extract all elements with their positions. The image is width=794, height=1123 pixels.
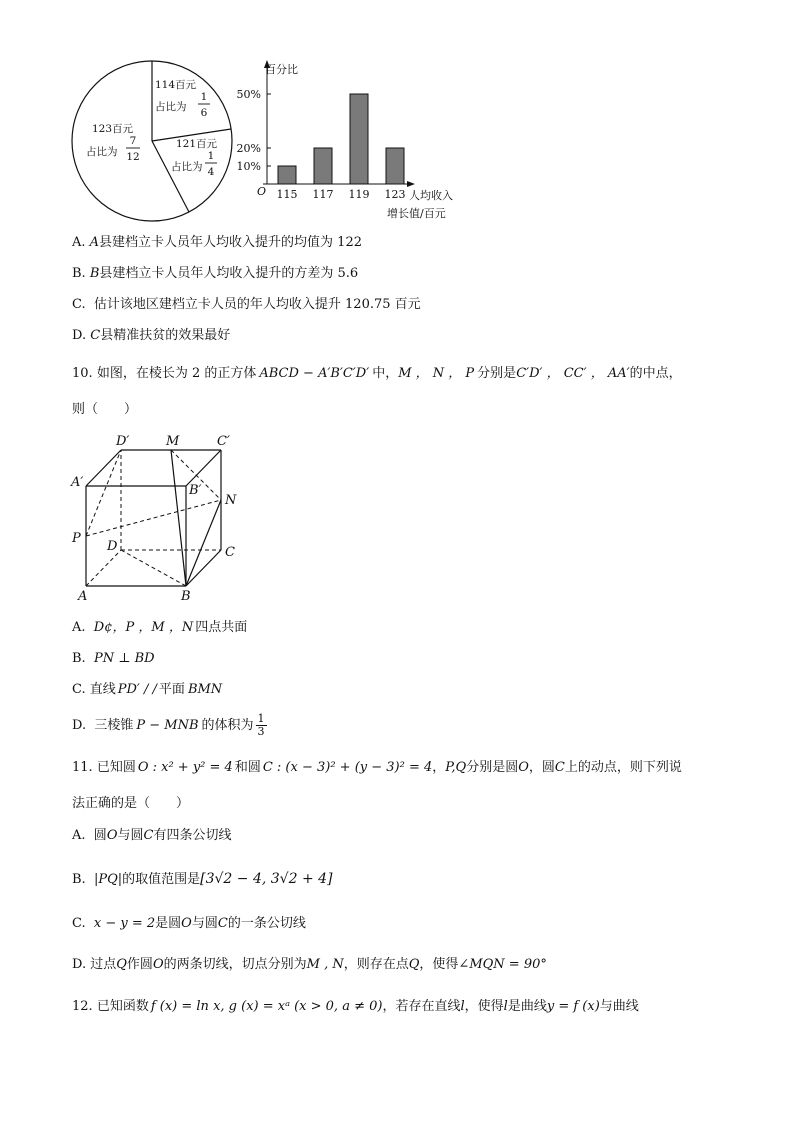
segment-DB [121,550,186,586]
label-A: A [78,589,88,604]
q10-option-d[interactable] [72,710,269,742]
q11-option-a-t2: 与圆 [117,828,144,843]
pie-slice-114-label: 占比为 [155,101,187,113]
q10-option-b-math: PN ⊥ BD [93,651,155,666]
pie-slice-121-num: 1 [207,150,215,162]
q11-option-b[interactable] [72,870,333,889]
q11-c1: C [554,760,565,775]
q10-option-d-math: P − MNB [136,718,199,733]
q9-option-d[interactable] [72,327,230,345]
x-tick-label-115: 115 [276,188,298,201]
q12-stem-3: ，使得 [464,999,504,1014]
q11-option-a-t3: 有四条公切线 [153,828,232,843]
bar-chart [225,58,485,226]
bar-y-label: 百分比 [265,63,298,76]
q11-number: 11. [72,760,97,775]
pie-slice-114-num: 1 [200,91,208,103]
edge-BC [186,550,221,586]
edge-AD [86,550,121,586]
q10-option-d-den: 3 [257,725,265,738]
q11-stem [72,759,682,777]
pie-slice-123-label: 占比为 [86,146,118,158]
q10-stem-2: 中， [372,366,399,381]
x-tick-label-123: 123 [384,188,406,201]
bar-x-arrow [407,181,415,187]
bar-119 [350,94,368,184]
q10-stem [72,365,682,383]
bar-origin: O [257,185,267,198]
q10-option-a-prefix: A. [72,620,94,635]
q11-option-b-math: |PQ| [93,872,123,887]
pie-slice-121-label: 占比为 [171,161,203,173]
pie-chart [70,58,250,223]
segment-MB [171,450,186,586]
q11-option-d-v3: M , N [306,957,344,972]
q12-stem-2: ，若存在直线 [382,999,461,1014]
q9-option-d-prefix: D. [72,328,91,343]
q11-option-c-prefix: C. [72,916,94,931]
q11-stem-1: 已知圆 [96,760,136,775]
q11-option-d-v5: ∠MQN = 90° [458,957,547,972]
q11-option-d-v1: Q [116,957,127,972]
edge-DpAp [86,450,121,486]
q10-option-b[interactable] [72,650,155,668]
q12-stem [72,998,639,1016]
q12-curve: y = f (x) [546,999,600,1014]
q9-option-c[interactable] [72,296,421,314]
bar-x-label-2: 增长值/百元 [387,207,446,220]
pie-slice-123-den: 12 [126,151,140,163]
q11-option-d[interactable] [72,956,547,974]
q9-option-b-text: 县建档立卡人员年人均收入提升的方差为 5.6 [99,266,359,281]
q11-option-c-t2: 与圆 [191,916,218,931]
q10-option-c[interactable] [72,681,222,699]
q11-stem-2: 和圆 [234,760,261,775]
q10-option-c-prefix: C. [72,682,90,697]
label-Bp: B′ [189,483,202,498]
pie-slice-121-value: 121百元 [176,138,218,150]
x-tick-label-119: 119 [348,188,370,201]
q10-option-d-fraction [256,713,267,738]
q11-option-d-v4: Q [408,957,420,972]
q11-option-d-prefix: D. [72,957,91,972]
q12-stem-5: 与曲线 [599,999,639,1014]
pie-slice-121-den: 4 [207,166,215,178]
pie-slice-114-den: 6 [200,107,208,119]
q11-option-d-t5: ，使得 [419,957,459,972]
q10-option-c-text2: 平面 [158,682,185,697]
q10-option-d-prefix: D. [72,718,95,733]
q10-stem-4: 的中点， [629,366,682,381]
q9-option-a[interactable] [72,234,362,252]
q11-circle-o: O : x² + y² = 4 [137,760,233,775]
q10-option-b-prefix: B. [72,651,94,666]
q9-option-b-var: B [89,266,100,281]
label-N: N [225,493,237,508]
pie-slice-123-value: 123百元 [92,123,134,135]
q11-stem-line2: 法正确的是（ ） [72,796,190,811]
label-M: M [166,434,180,449]
q9-option-a-prefix: A. [72,235,90,250]
q11-stem-4: 分别是圆 [466,760,519,775]
q12-stem-4: 是曲线 [507,999,547,1014]
q11-stem-3: ， [432,760,446,775]
q11-stem-5: ，圆 [528,760,555,775]
q9-option-a-text: 县建档立卡人员年人均收入提升的均值为 122 [99,235,362,250]
q9-option-a-var: A [89,235,100,250]
label-Dp: D′ [116,434,130,449]
q11-option-b-text: 的取值范围是 [122,872,201,887]
q11-option-a-v2: C [143,828,154,843]
q11-option-d-t1: 过点 [90,957,117,972]
label-B: B [181,589,191,604]
q11-option-a-prefix: A. [72,828,94,843]
q9-option-d-var: C [90,328,101,343]
q9-option-b-prefix: B. [72,266,90,281]
bar-x-label-1: 人均收入 [409,189,453,202]
q11-option-a[interactable] [72,827,231,845]
bar-117 [314,148,332,184]
edge-BpCp [186,450,221,486]
q11-option-d-t4: ，则存在点 [343,957,409,972]
y-tick-label-50: 50% [236,88,261,101]
q12-func: f (x) = ln x, g (x) = xᵃ (x > 0, a ≠ 0) [150,999,383,1014]
q10-points: M ， N ， P [398,366,475,381]
segment-PN [86,500,221,536]
q11-option-c-v1: O [181,916,192,931]
label-P: P [72,531,81,546]
q11-option-c-math: x − y = 2 [93,916,156,931]
q10-number: 10. [72,366,97,381]
q10-option-c-math2: BMN [187,682,223,697]
q11-o1: O [518,760,529,775]
q11-option-c-t3: 的一条公切线 [227,916,306,931]
q10-stem-3: 分别是 [477,366,517,381]
label-D: D [107,539,118,554]
label-Ap: A′ [71,475,84,490]
y-tick-label-10: 10% [236,160,261,173]
q9-option-c-prefix: C. [72,297,94,312]
q11-option-d-v2: O [152,957,164,972]
q11-option-d-t3: 的两条切线，切点分别为 [163,957,307,972]
q11-option-c-t1: 是圆 [155,916,182,931]
q11-circle-c: C : (x − 3)² + (y − 3)² = 4 [262,760,433,775]
x-tick-label-117: 117 [312,188,334,201]
q10-cube-name: ABCD − A′B′C′D′ [259,366,370,381]
q11-stem-6: 上的动点，则下列说 [564,760,682,775]
q11-option-a-v1: O [106,828,118,843]
q10-option-a-text: 四点共面 [195,620,248,635]
cube-diagram [68,428,248,604]
q10-option-c-text1: 直线 [89,682,116,697]
label-C: C [225,545,235,560]
q12-l2: l [503,999,508,1014]
q10-option-a[interactable] [72,619,247,637]
q12-number: 12. [72,999,97,1014]
q9-option-b[interactable] [72,265,358,283]
q11-option-a-t1: 圆 [93,828,107,843]
q11-option-d-t2: 作圆 [126,957,153,972]
q12-stem-1: 已知函数 [96,999,149,1014]
pie-slice-114-value: 114百元 [155,79,197,91]
q10-segments: C′D′ ， CC′ ， AA′ [516,366,630,381]
q10-stem-1: 如图，在棱长为 2 的正方体 [96,366,257,381]
q10-stem-line2: 则（ ） [72,402,138,417]
q10-option-a-math: D¢，P ，M ，N [93,620,194,635]
q10-option-d-text1: 三棱锥 [94,718,134,733]
q11-option-b-range: [3√2 − 4, 3√2 + 4] [200,871,333,887]
q10-option-d-text2: 的体积为 [201,718,254,733]
q12-l1: l [460,999,465,1014]
q11-option-c[interactable] [72,915,306,933]
q9-option-c-text: 估计该地区建档立卡人员的年人均收入提升 120.75 百元 [93,297,421,312]
q11-option-c-v2: C [217,916,228,931]
q10-option-c-math1: PD′ / / [117,682,157,697]
q9-option-d-text: 县精准扶贫的效果最好 [100,328,231,343]
segment-PDp [86,450,121,536]
segment-NB [186,500,221,586]
bar-115 [278,166,296,184]
q11-pq: P,Q [445,760,467,775]
bar-123 [386,148,404,184]
pie-slice-123-num: 7 [129,135,137,147]
y-tick-label-20: 20% [236,142,261,155]
q11-option-b-prefix: B. [72,872,94,887]
q10-option-d-num: 1 [257,712,265,725]
label-Cp: C′ [217,434,230,449]
